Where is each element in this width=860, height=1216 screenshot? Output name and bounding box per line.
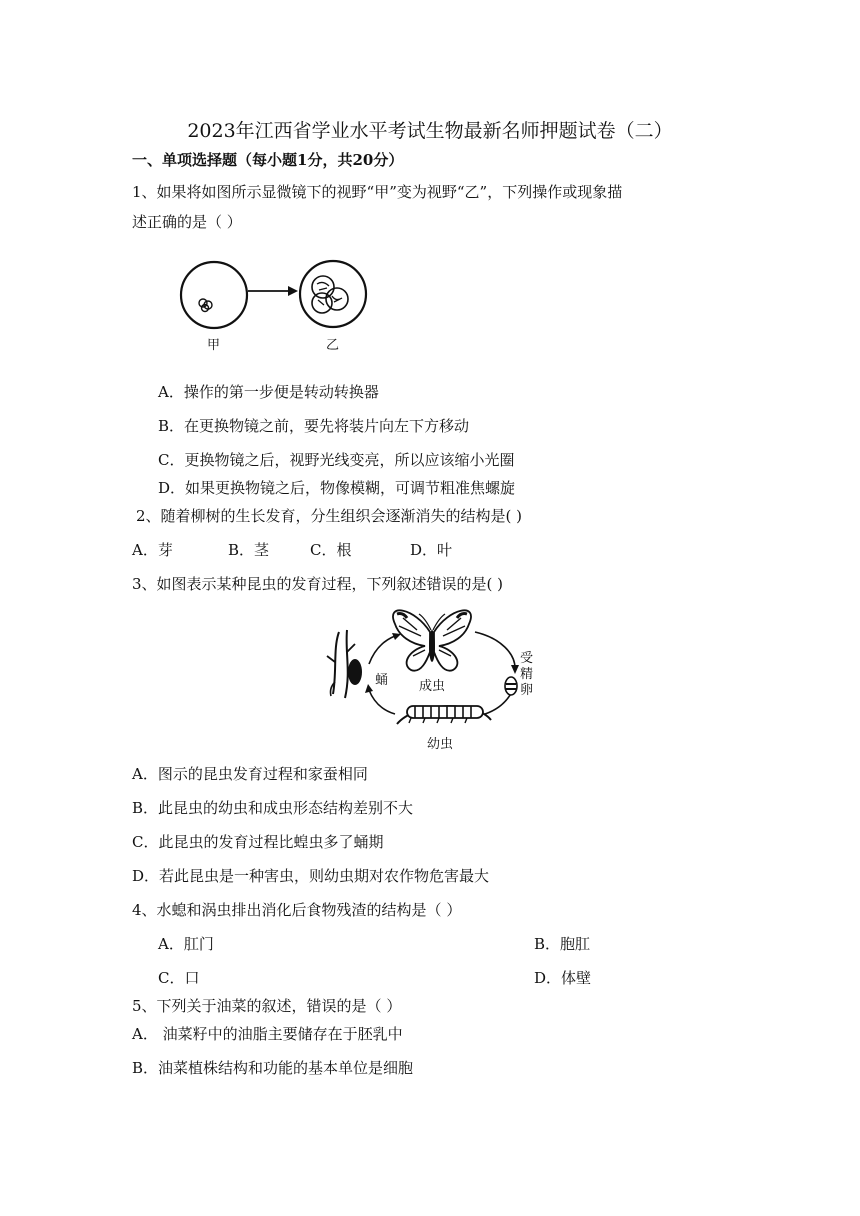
field-yi-circle — [300, 261, 366, 327]
q1-stem-line1: 1、如果将如图所示显微镜下的视野“甲”变为视野“乙”，下列操作或现象描 — [132, 183, 623, 201]
arrow-head-icon — [288, 286, 298, 296]
q5-option-a: A． 油菜籽中的油脂主要储存在于胚乳中 — [132, 1025, 403, 1043]
label-jia: 甲 — [207, 338, 221, 353]
label-pupa: 蛹 — [375, 673, 389, 688]
q1-option-d: D．如果更换物镜之后，物像模糊，可调节粗准焦螺旋 — [158, 479, 516, 497]
q2-option-a: A．芽 — [132, 541, 173, 559]
section-heading: 一、单项选择题（每小题1分，共20分） — [132, 151, 404, 169]
label-larva: 幼虫 — [427, 737, 454, 752]
q3-option-d: D．若此昆虫是一种害虫，则幼虫期对农作物危害最大 — [132, 867, 490, 885]
q5-stem: 5、下列关于油菜的叙述，错误的是（ ） — [132, 997, 402, 1015]
q4-option-d: D．体壁 — [534, 969, 592, 987]
label-yi: 乙 — [326, 338, 340, 353]
egg-icon — [505, 677, 517, 695]
pupa-icon — [327, 630, 362, 698]
microscope-field-figure — [176, 248, 376, 358]
page-title: 2023年江西省学业水平考试生物最新名师押题试卷（二） — [187, 120, 673, 142]
q1-option-c: C．更换物镜之后，视野光线变亮，所以应该缩小光圈 — [158, 451, 515, 469]
cell-small-icon — [199, 299, 212, 312]
q2-stem: 2、随着柳树的生长发育，分生组织会逐渐消失的结构是( ) — [136, 507, 523, 525]
q3-stem: 3、如图表示某种昆虫的发育过程，下列叙述错误的是( ) — [132, 575, 504, 593]
q2-option-b: B．茎 — [228, 541, 270, 559]
label-adult: 成虫 — [419, 679, 446, 694]
q3-option-b: B．此昆虫的幼虫和成虫形态结构差别不大 — [132, 799, 414, 817]
q1-option-a: A．操作的第一步便是转动转换器 — [158, 383, 379, 401]
caterpillar-icon — [397, 706, 491, 724]
q5-option-b: B．油菜植株结构和功能的基本单位是细胞 — [132, 1059, 414, 1077]
q3-option-a: A．图示的昆虫发育过程和家蚕相同 — [132, 765, 368, 783]
q4-option-b: B．胞肛 — [534, 935, 591, 953]
q4-stem: 4、水螅和涡虫排出消化后食物残渣的结构是（ ） — [132, 901, 462, 919]
q4-option-c: C．口 — [158, 969, 200, 987]
q2-option-c: C．根 — [310, 541, 352, 559]
field-jia-circle — [181, 262, 247, 328]
q1-stem-line2: 述正确的是（ ） — [132, 213, 242, 231]
label-egg-3: 卵 — [520, 683, 534, 698]
butterfly-icon — [393, 610, 471, 670]
cell-large-icon — [312, 276, 348, 313]
q3-option-c: C．此昆虫的发育过程比蝗虫多了蛹期 — [132, 833, 384, 851]
arrow-adult-to-egg — [475, 632, 515, 668]
arrow-pupa-to-adult — [369, 636, 395, 664]
insect-lifecycle-figure — [325, 602, 545, 754]
q2-option-d: D．叶 — [410, 541, 453, 559]
label-egg-1: 受 — [520, 651, 534, 666]
arrow-larva-to-pupa — [369, 690, 395, 714]
q4-option-a: A．肛门 — [158, 935, 214, 953]
label-egg-2: 精 — [520, 667, 534, 682]
q1-option-b: B．在更换物镜之前，要先将装片向左下方移动 — [158, 417, 470, 435]
